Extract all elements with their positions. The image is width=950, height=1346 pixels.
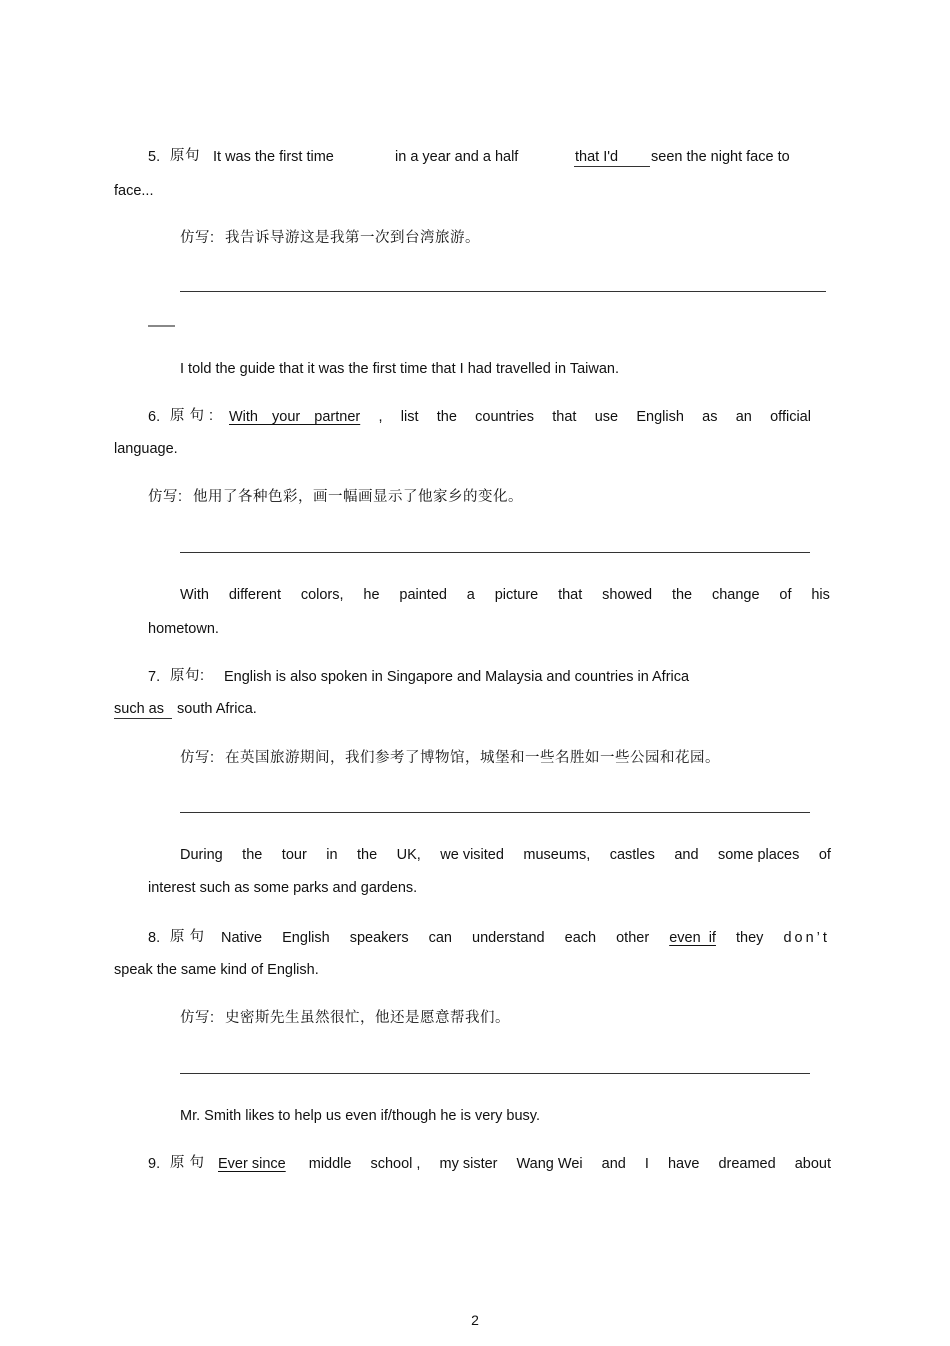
item-8-word: understand [472,930,545,946]
item-6-word: as [702,409,718,425]
item-6-original-underlined: With your partner [229,409,361,425]
item-6-original-line [229,408,811,426]
item-5-answer: I told the guide that it was the first time that I had travelled in Taiwan. [180,361,620,377]
item-6-answer-word: showed [602,587,653,603]
item-6-answer-word: his [811,587,830,603]
item-8-word: Native [221,930,263,946]
item-6-answer-word: With [180,587,209,603]
item-7-original: English is also spoken in Singapore and Malaysia and countries in Africa [224,669,690,685]
item-5-label: 原句 [170,148,200,164]
item-6-word: use [594,409,619,425]
item-6-original-continuation: language. [114,441,178,457]
item-8-original-underlined: even if [669,930,716,946]
item-9-word: my sister [439,1156,498,1172]
item-9-word: school , [370,1156,421,1172]
item-7-answer-word: of [818,847,831,863]
item-7-imitation-label: 仿写: [180,750,215,766]
item-6-word: English [636,409,684,425]
item-6-answer-word: colors, [300,587,344,603]
item-6-answer-blank[interactable] [180,552,810,553]
item-7-imitation-prompt: 在英国旅游期间，我们参考了博物馆，城堡和一些名胜如一些公园和花园。 [225,750,720,766]
item-5-original-part-3: seen the night face to [651,149,790,165]
item-7-answer-word: the [242,847,263,863]
item-6-answer-word: a [466,587,475,603]
item-7-original-underlined: such as [114,701,164,717]
item-8-number: 8. [148,930,161,946]
item-6-word: the [436,409,457,425]
item-6-answer-word: change [711,587,760,603]
item-9-word: about [794,1156,831,1172]
item-6-imitation-label: 仿写: [148,489,183,505]
item-9-word: I [644,1156,649,1172]
item-9-label: 原 句 [170,1155,205,1171]
item-6-answer-word: the [671,587,693,603]
item-9-number: 9. [148,1156,161,1172]
item-5-imitation-label: 仿写: [180,230,215,246]
item-7-answer-word: in [326,847,338,863]
item-8-word: each [564,930,597,946]
item-7-original-continuation: south Africa. [177,701,257,717]
item-7-answer-word: we visited [440,847,504,863]
item-6-label: 原 句 : [170,408,214,424]
item-5-underline [574,166,650,167]
item-7-answer-word: tour [281,847,307,863]
item-7-label: 原句: [170,668,205,684]
item-8-word: English [282,930,330,946]
item-9-original-line [218,1155,831,1173]
item-9-word: Wang Wei [516,1156,583,1172]
item-8-word: they [735,930,764,946]
item-6-imitation-prompt: 他用了各种色彩，画一幅画显示了他家乡的变化。 [193,489,523,505]
item-7-answer-word: castles [609,847,655,863]
item-5-original-part-2: in a year and a half [395,149,519,165]
page-number: 2 [471,1312,479,1328]
item-6-answer-word: that [558,587,583,603]
item-7-answer-continuation: interest such as some parks and gardens. [148,880,418,896]
item-5-original-underlined: that I'd [575,149,619,165]
stray-mark: —— [148,318,173,334]
item-7-number: 7. [148,669,161,685]
item-9-word: have [667,1156,700,1172]
item-5-original-part-1: It was the first time [213,149,334,165]
item-8-word: speakers [349,930,409,946]
item-6-word: list [400,409,419,425]
item-6-number: 6. [148,409,161,425]
item-8-original-line [221,929,830,947]
item-7-answer-word: UK, [396,847,421,863]
item-8-word: don’t [783,930,830,946]
item-8-answer-blank[interactable] [180,1073,810,1074]
item-7-answer-word: the [357,847,378,863]
item-8-answer: Mr. Smith likes to help us even if/though he is very busy. [180,1108,540,1124]
item-7-underline [114,718,172,719]
item-6-word: official [770,409,811,425]
item-6-answer-continuation: hometown. [148,621,219,637]
item-6-word: countries [475,409,534,425]
item-9-original-underlined: Ever since [218,1156,286,1172]
item-6-word: that [552,409,577,425]
item-8-original-continuation: speak the same kind of English. [114,962,319,978]
item-6-answer-word: of [779,587,792,603]
item-7-answer-line [180,846,831,864]
item-8-word: other [616,930,650,946]
item-7-answer-word: some places [717,847,800,863]
item-6-answer-line [180,586,830,604]
item-7-answer-word: and [674,847,699,863]
item-6-word: , [378,409,383,425]
item-5-imitation-prompt: 我告诉导游这是我第一次到台湾旅游。 [225,230,480,246]
item-6-answer-word: picture [494,587,539,603]
item-6-answer-word: different [228,587,281,603]
item-9-word: middle [308,1156,352,1172]
item-8-label: 原 句 [170,929,205,945]
item-8-imitation-label: 仿写: [180,1010,215,1026]
item-6-answer-word: painted [399,587,447,603]
item-5-original-continuation: face... [114,183,154,199]
item-9-word: and [601,1156,626,1172]
item-7-answer-word: During [180,847,223,863]
item-7-answer-blank[interactable] [180,812,810,813]
item-7-answer-word: museums, [523,847,591,863]
item-8-imitation-prompt: 史密斯先生虽然很忙，他还是愿意帮我们。 [225,1010,510,1026]
item-9-word: dreamed [718,1156,776,1172]
item-8-word: can [428,930,452,946]
item-5-number: 5. [148,149,161,165]
item-6-answer-word: he [363,587,380,603]
item-5-answer-blank[interactable] [180,291,826,292]
item-6-word: an [735,409,752,425]
